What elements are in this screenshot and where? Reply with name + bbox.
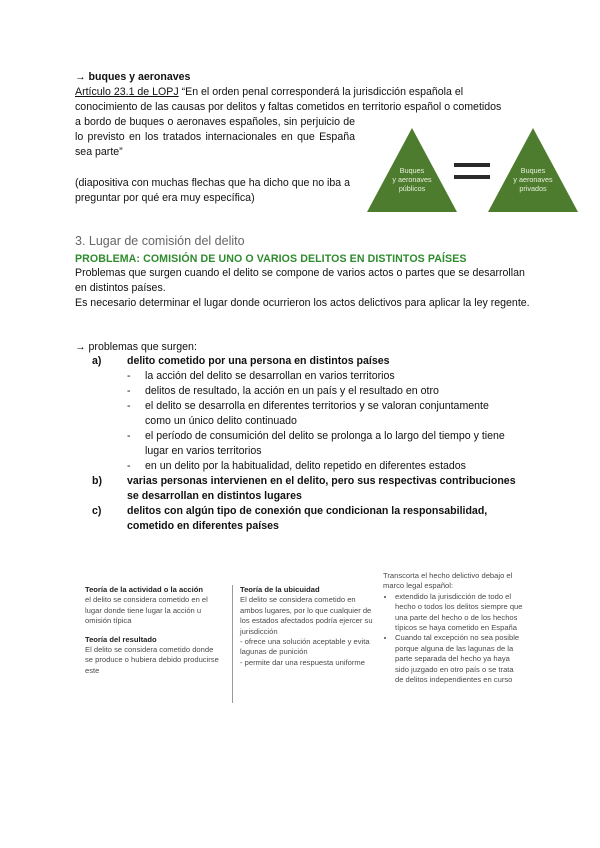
theory-column-3 <box>383 571 523 685</box>
sub-item <box>127 369 517 384</box>
buques-heading: → buques y aeronaves <box>75 71 191 83</box>
slide-note: (diapositiva con muchas flechas que ha dicho que no iba a preguntar por qué era muy específica) <box>75 177 351 204</box>
result-theory-text: El delito se considera cometido donde se produce o hubiera debido producirse este <box>85 645 219 675</box>
diagram-svg <box>365 126 580 214</box>
sub-item-text: el delito se desarrolla en diferentes territorios y se valoran conjuntamente como un único delito continuado <box>145 400 489 427</box>
dash: - <box>127 385 131 397</box>
item-a-letter: a) <box>92 355 102 367</box>
item-b-letter: b) <box>92 475 102 487</box>
activity-theory-heading: Teoría de la actividad o la acción <box>85 585 204 594</box>
ubiquity-advantage-1: - ofrece una solución aceptable y evita lagunas de punición <box>240 637 370 657</box>
paragraph-1: Problemas que surgen cuando el delito se compone de varios actos o partes que se desarrollan en distintos países. <box>75 267 525 294</box>
sub-item-text: la acción del delito se desarrollan en varios territorios <box>145 370 395 382</box>
item-c-letter: c) <box>92 505 102 517</box>
item-c <box>92 504 552 534</box>
ubiquity-theory-heading: Teoría de la ubicuidad <box>240 585 320 594</box>
problem-heading: PROBLEMA: COMISIÓN DE UNO O VARIOS DELITOS EN DISTINTOS PAÍSES <box>75 253 467 265</box>
sub-item-text: delitos de resultado, la acción en un país y el resultado en otro <box>145 385 439 397</box>
dash: - <box>127 370 131 382</box>
legal-framework-item: • Cuando tal excepción no sea posible porque alguna de las lagunas de la parte separada del hecho ya haya sido juzgado en otro país o se trata de delitos independientes en curso <box>395 633 523 685</box>
item-b-text-1: varias personas intervienen en el delito, pero sus respectivas contribuciones <box>127 475 516 487</box>
problems-intro: → problemas que surgen: <box>75 341 197 353</box>
paragraph-2: Es necesario determinar el lugar donde ocurrieron los actos delictivos para aplicar la ley regente. <box>75 297 530 309</box>
theory-column-2 <box>240 585 375 668</box>
quote-continuation: a bordo de buques o aeronaves españoles, sin perjuicio de lo previsto en los tratados internacionales en que España sea parte” <box>75 116 355 158</box>
item-c-text-2: cometido en diferentes países <box>127 520 279 532</box>
dash: - <box>127 430 131 442</box>
sub-item <box>127 399 517 429</box>
sub-item <box>127 459 517 474</box>
legal-framework-intro: Transcorta el hecho delictivo debajo el marco legal español: <box>383 571 513 591</box>
quote-line-1: “En el orden penal corresponderá la jurisdicción española el <box>178 86 464 98</box>
legal-framework-list <box>383 592 523 686</box>
dash: - <box>127 400 131 412</box>
public-label: Buques y aeronaves públicos <box>392 166 432 193</box>
theory-column-1 <box>85 585 220 676</box>
sub-item-text: el período de consumición del delito se prolonga a lo largo del tiempo y tiene lugar en varios territorios <box>145 430 505 457</box>
column-divider <box>232 585 233 703</box>
activity-theory-text: el delito se considera cometido en el lugar donde tiene lugar la acción u omisión típica <box>85 595 208 626</box>
arrow-bar-bottom <box>454 175 490 179</box>
private-label: Buques y aeronaves privados <box>513 166 553 193</box>
ubiquity-advantage-2: - permite dar una respuesta uniforme <box>240 657 365 667</box>
dash: - <box>127 460 131 472</box>
result-theory-heading: Teoría del resultado <box>85 634 157 644</box>
item-a-text: delito cometido por una persona en distintos países <box>127 355 390 367</box>
article-quote <box>75 85 530 115</box>
sub-item-text: en un delito por la habitualidad, delito repetido en diferentes estados <box>145 460 466 472</box>
legal-framework-item: • extendido la jurisdicción de todo el hecho o todos los delitos siempre que una parte del hecho o de los hechos típicos se haya cometido en España <box>395 592 523 634</box>
section-title: 3. Lugar de comisión del delito <box>75 234 245 248</box>
item-b <box>92 474 552 504</box>
sub-item <box>127 384 517 399</box>
arrow-bar-top <box>454 163 490 167</box>
item-c-text-1: delitos con algún tipo de conexión que condicionan la responsabilidad, <box>127 505 488 517</box>
ubiquity-theory-text: El delito se considera cometido en ambos lugares, por lo que cualquier de los estados afectados podría ejercer su jurisdicción <box>240 595 373 636</box>
article-reference: Artículo 23.1 de LOPJ <box>75 86 179 98</box>
section-body <box>75 266 535 311</box>
vessel-diagram <box>365 126 580 214</box>
item-b-text-2: se desarrollan en distintos lugares <box>127 490 302 502</box>
sub-item <box>127 429 517 459</box>
quote-line-2: conocimiento de las causas por delitos y faltas cometidos en territorio español o cometidos <box>75 101 502 113</box>
